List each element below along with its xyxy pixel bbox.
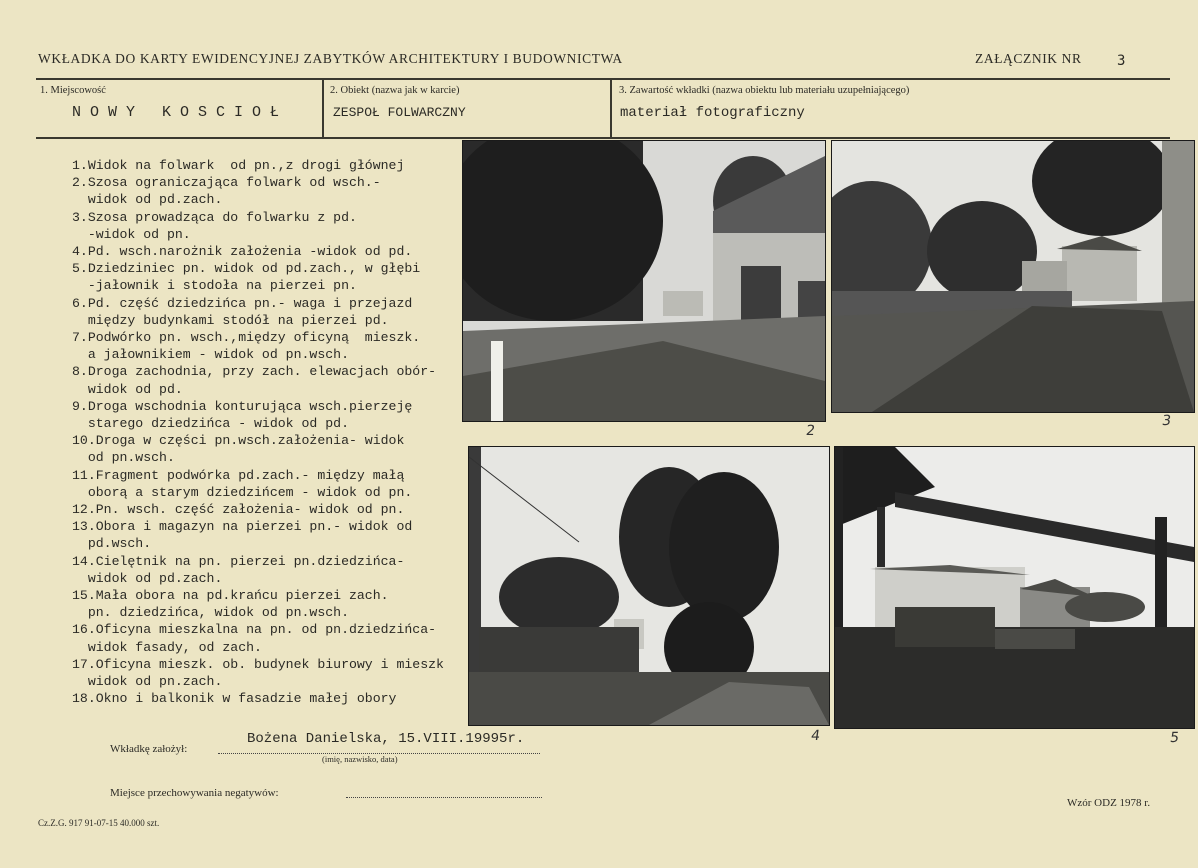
caption-line: -widok od pn.	[72, 226, 191, 242]
caption-line: widok od pd.	[72, 381, 183, 397]
form-model: Wzór ODZ 1978 r.	[1067, 797, 1151, 809]
caption-line: 7.Podwórko pn. wsch.,między oficyną mieszk.	[72, 330, 421, 346]
locality-label: 1. Miejscowość	[40, 85, 106, 96]
field-divider-2	[610, 80, 612, 137]
object-label: 2. Obiekt (nazwa jak w karcie)	[330, 85, 460, 96]
caption-line: widok fasady, od zach.	[72, 639, 262, 655]
caption-line: -jałownik i stodoła na pierzei pn.	[72, 278, 357, 294]
caption-line: 18.Okno i balkonik w fasadzie małej obory	[72, 691, 397, 707]
caption-line: 11.Fragment podwórka pd.zach.- między małą	[72, 467, 405, 483]
caption-line: 5.Dziedziniec pn. widok od pd.zach., w głębi	[72, 261, 421, 277]
caption-line: 8.Droga zachodnia, przy zach. elewacjach obór-	[72, 364, 437, 380]
founded-by-value: Bożena Danielska, 15.VIII.19995r.	[247, 731, 525, 747]
caption-line: 14.Cielętnik na pn. pierzei pn.dziedzińca-	[72, 553, 405, 569]
fields-bottom-rule	[36, 137, 1170, 139]
caption-line: starego dziedzińca - widok od pd.	[72, 416, 349, 432]
photo-number-3: 3	[1160, 413, 1173, 429]
caption-line: 6.Pd. część dziedzińca pn.- waga i przejazd	[72, 295, 413, 311]
negatives-label: Miejsce przechowywania negatywów:	[110, 787, 279, 799]
caption-line: a jałownikiem - widok od pn.wsch.	[72, 347, 349, 363]
caption-line: 12.Pn. wsch. część założenia- widok od pn.	[72, 502, 405, 518]
caption-line: 4.Pd. wsch.narożnik założenia -widok od pd.	[72, 244, 413, 260]
top-rule	[36, 78, 1170, 80]
caption-line: 13.Obora i magazyn na pierzei pn.- widok od	[72, 519, 413, 535]
photo-number-5: 5	[1168, 730, 1181, 746]
negatives-line	[346, 797, 542, 798]
caption-line: 15.Mała obora na pd.krańcu pierzei zach.	[72, 588, 389, 604]
caption-line: 2.Szosa ograniczająca folwark od wsch.-	[72, 175, 381, 191]
photo-number-4: 4	[809, 728, 822, 744]
photo-5	[835, 447, 1194, 728]
caption-line: 1.Widok na folwark od pn.,z drogi głównej	[72, 158, 405, 173]
caption-line: 3.Szosa prowadząca do folwarku z pd.	[72, 209, 357, 225]
caption-line: oborą a starym dziedzińcem - widok od pn.	[72, 484, 413, 500]
photo-caption-list	[72, 157, 467, 708]
caption-line: pn. dziedzińca, widok od pn.wsch.	[72, 605, 349, 621]
caption-line: pd.wsch.	[72, 536, 152, 552]
caption-line: widok od pn.zach.	[72, 674, 223, 690]
photo-number-2: 2	[804, 423, 817, 439]
locality-value: NOWY KOSCIOŁ	[72, 104, 289, 121]
caption-line: 9.Droga wschodnia konturująca wsch.pierzeję	[72, 398, 413, 414]
print-info: Cz.Z.G. 917 91-07-15 40.000 szt.	[38, 818, 160, 828]
caption-line: widok od pd.zach.	[72, 192, 223, 208]
content-label: 3. Zawartość wkładki (nazwa obiektu lub materiału uzupełniającego)	[619, 85, 910, 96]
caption-line: widok od pd.zach.	[72, 570, 223, 586]
field-divider-1	[322, 80, 324, 137]
caption-line: od pn.wsch.	[72, 450, 175, 466]
caption-line: 17.Oficyna mieszk. ob. budynek biurowy i mieszk	[72, 656, 444, 672]
photo-4	[469, 447, 829, 725]
caption-line: 16.Oficyna mieszkalna na pn. od pn.dziedzińca-	[72, 622, 437, 638]
caption-line: 10.Droga w części pn.wsch.założenia- widok	[72, 433, 405, 449]
object-value: ZESPOŁ FOLWARCZNY	[333, 105, 466, 120]
caption-line: między budynkami stodół na pierzei pd.	[72, 312, 389, 328]
annex-label: ZAŁĄCZNIK NR	[975, 51, 1082, 66]
photo-3	[832, 141, 1194, 412]
annex-number: 3	[1117, 53, 1126, 69]
founded-by-label: Wkładkę założył:	[110, 743, 188, 755]
founded-by-hint: (imię, nazwisko, data)	[322, 754, 398, 764]
photo-2	[463, 141, 825, 421]
content-value: materiał fotograficzny	[620, 105, 805, 121]
card-title: WKŁADKA DO KARTY EWIDENCYJNEJ ZABYTKÓW ARCHITEKTURY I BUDOWNICTWA	[38, 51, 623, 66]
